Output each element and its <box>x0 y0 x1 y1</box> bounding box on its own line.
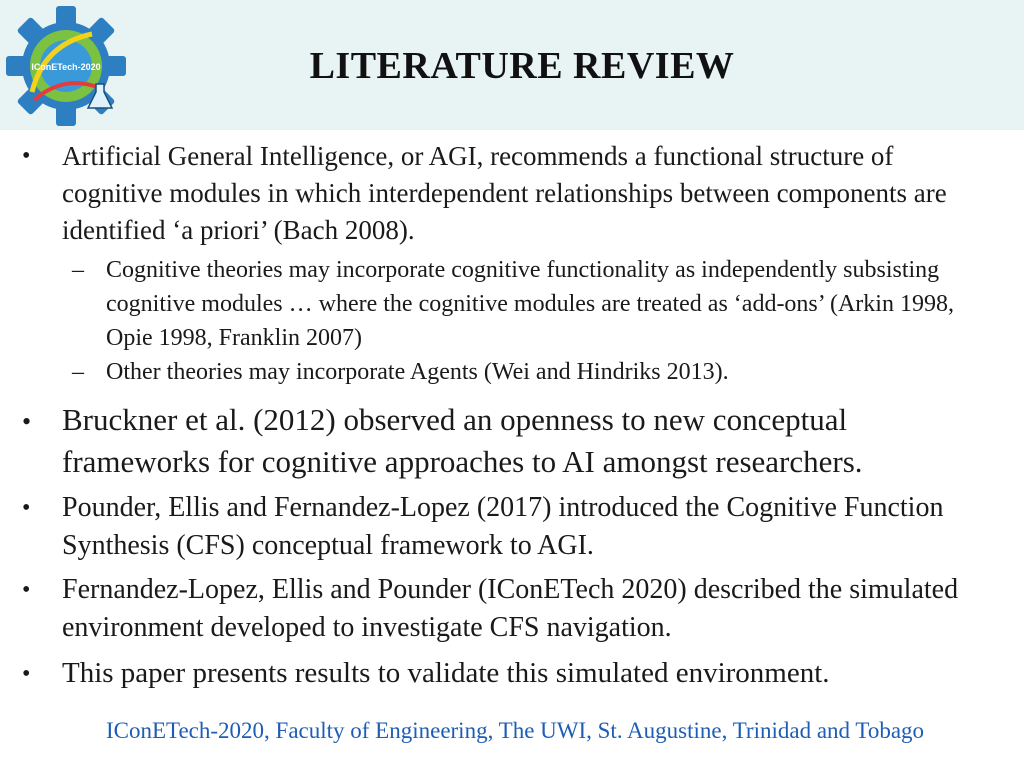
sub-bullet-text: Cognitive theories may incorporate cognitive functionality as independently subsisting cognitive modules … where the cognitive modules are treated as ‘add-ons’ (Arkin 1998, Opie 1998, Franklin 2007) <box>106 257 954 351</box>
slide-footer: IConETech-2020, Faculty of Engineering, The UWI, St. Augustine, Trinidad and Tobago <box>105 718 925 743</box>
svg-text:IConETech-2020: IConETech-2020 <box>31 62 101 72</box>
bullet-marker: • <box>22 661 31 687</box>
bullet-text: Bruckner et al. (2012) observed an openness to new conceptual frameworks for cognitive approaches to AI amongst researchers. <box>62 402 863 479</box>
sub-bullet-marker: – <box>72 257 84 283</box>
sub-bullet-other-theories <box>0 355 1024 389</box>
slide-body <box>0 138 1024 693</box>
bullet-marker: • <box>22 577 31 603</box>
bullet-text: Artificial General Intelligence, or AGI, recommends a functional structure of cognitive modules in which interdependent relationships between components are identified ‘a priori’ (Bach 2008). <box>62 141 947 245</box>
bullet-pounder <box>0 489 1024 565</box>
bullet-marker: • <box>22 495 31 521</box>
sub-bullet-text: Other theories may incorporate Agents (Wei and Hindriks 2013). <box>106 359 729 385</box>
bullet-fernandez-lopez <box>0 571 1024 647</box>
bullet-marker: • <box>22 407 32 436</box>
slide-title: LITERATURE REVIEW <box>309 45 735 87</box>
bullet-agi <box>0 138 1024 249</box>
bullet-text: Fernandez-Lopez, Ellis and Pounder (IConETech 2020) described the simulated environment developed to investigate CFS navigation. <box>62 574 959 643</box>
bullet-this-paper <box>0 653 1024 693</box>
bullet-bruckner <box>0 399 1024 483</box>
bullet-text: This paper presents results to validate this simulated environment. <box>62 657 830 689</box>
bullet-text: Pounder, Ellis and Fernandez-Lopez (2017) introduced the Cognitive Function Synthesis (CFS) conceptual framework to AGI. <box>62 492 944 561</box>
bullet-marker: • <box>22 143 31 169</box>
slide-header <box>0 0 1024 130</box>
sub-bullet-cognitive-theories <box>0 253 1024 355</box>
sub-bullet-marker: – <box>72 359 84 385</box>
